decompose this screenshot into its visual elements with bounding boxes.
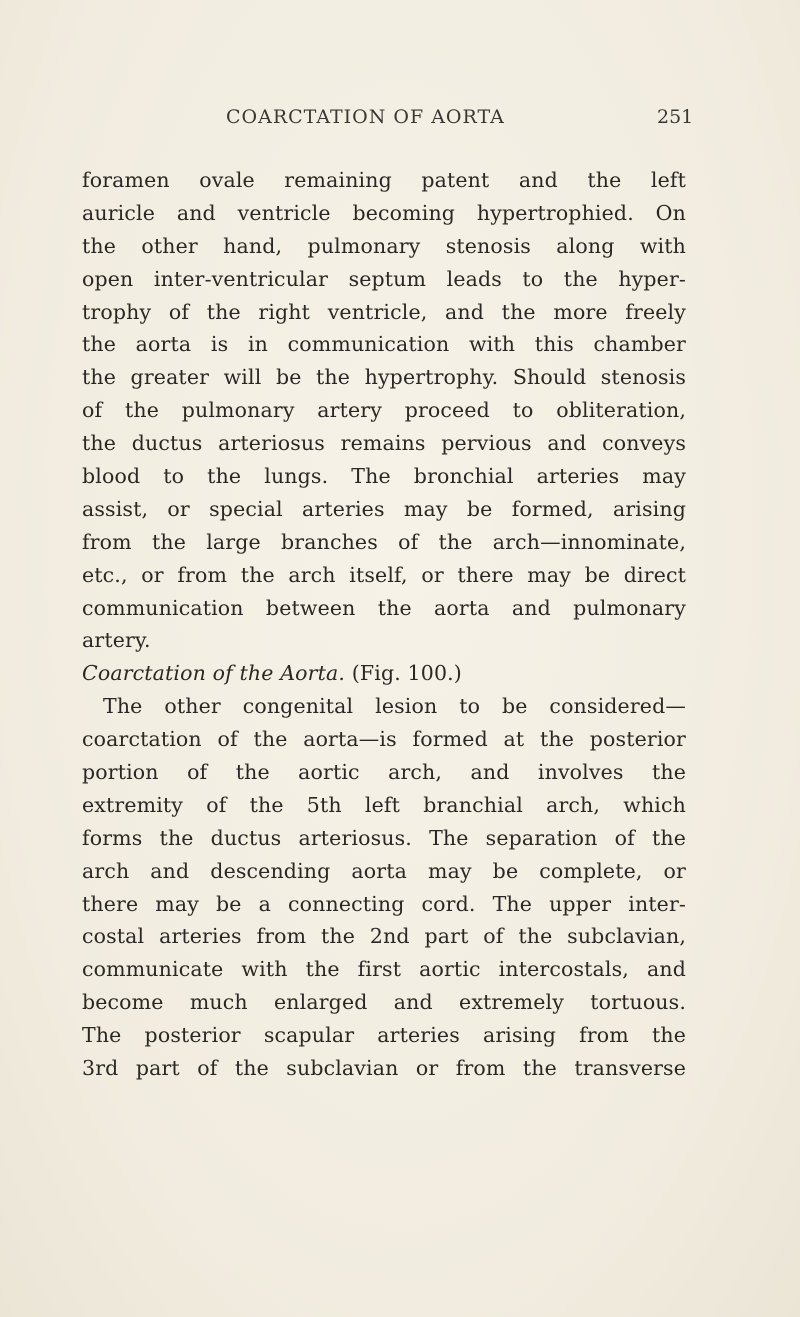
text-line: communicate with the first aortic intercostals, and (82, 957, 686, 982)
text-line: 3rd part of the subclavian or from the transverse (82, 1056, 686, 1081)
text-line: the aorta is in communication with this chamber (82, 332, 686, 357)
text-line: auricle and ventricle becoming hypertrophied. On (82, 200, 686, 225)
text-line: from the large branches of the arch—innominate, (82, 529, 686, 554)
text-line: foramen ovale remaining patent and the left (82, 168, 686, 192)
body-text (82, 164, 686, 1085)
text-line: the greater will be the hypertrophy. Should stenosis (82, 365, 686, 390)
text-line: costal arteries from the 2nd part of the subclavian, (82, 924, 686, 949)
text-line: open inter-ventricular septum leads to the hyper- (82, 266, 686, 291)
text-line: blood to the lungs. The bronchial arteries may (82, 464, 686, 489)
text-line: there may be a connecting cord. The upper inter- (82, 891, 686, 916)
text-line: The other congenital lesion to be considered— (103, 694, 686, 719)
figure-reference: (Fig. 100.) (345, 661, 462, 686)
section-heading-title: Coarctation of the Aorta. (82, 661, 346, 686)
text-line: trophy of the right ventricle, and the more freely (82, 299, 686, 324)
running-head (0, 106, 800, 146)
section-heading (82, 657, 686, 690)
text-line: etc., or from the arch itself, or there may be direct (82, 562, 686, 587)
text-line: portion of the aortic arch, and involves the (82, 760, 686, 785)
text-line: arch and descending aorta may be complete, or (82, 858, 686, 883)
text-line: the other hand, pulmonary stenosis along with (82, 233, 686, 258)
text-line: become much enlarged and extremely tortuous. (82, 990, 686, 1015)
page-number: 251 (657, 106, 694, 128)
text-line: the ductus arteriosus remains pervious and conveys (82, 431, 686, 456)
text-line: of the pulmonary artery proceed to obliteration, (82, 398, 686, 423)
text-line: forms the ductus arteriosus. The separation of the (82, 825, 686, 850)
running-title: COARCTATION OF AORTA (226, 106, 505, 128)
text-line: artery. (82, 628, 151, 653)
text-line: assist, or special arteries may be formed, arising (82, 496, 686, 521)
text-line: extremity of the 5th left branchial arch, which (82, 792, 686, 817)
text-line: coarctation of the aorta—is formed at the posterior (82, 727, 686, 752)
text-line: The posterior scapular arteries arising from the (82, 1023, 686, 1048)
text-line: communication between the aorta and pulmonary (82, 595, 686, 620)
